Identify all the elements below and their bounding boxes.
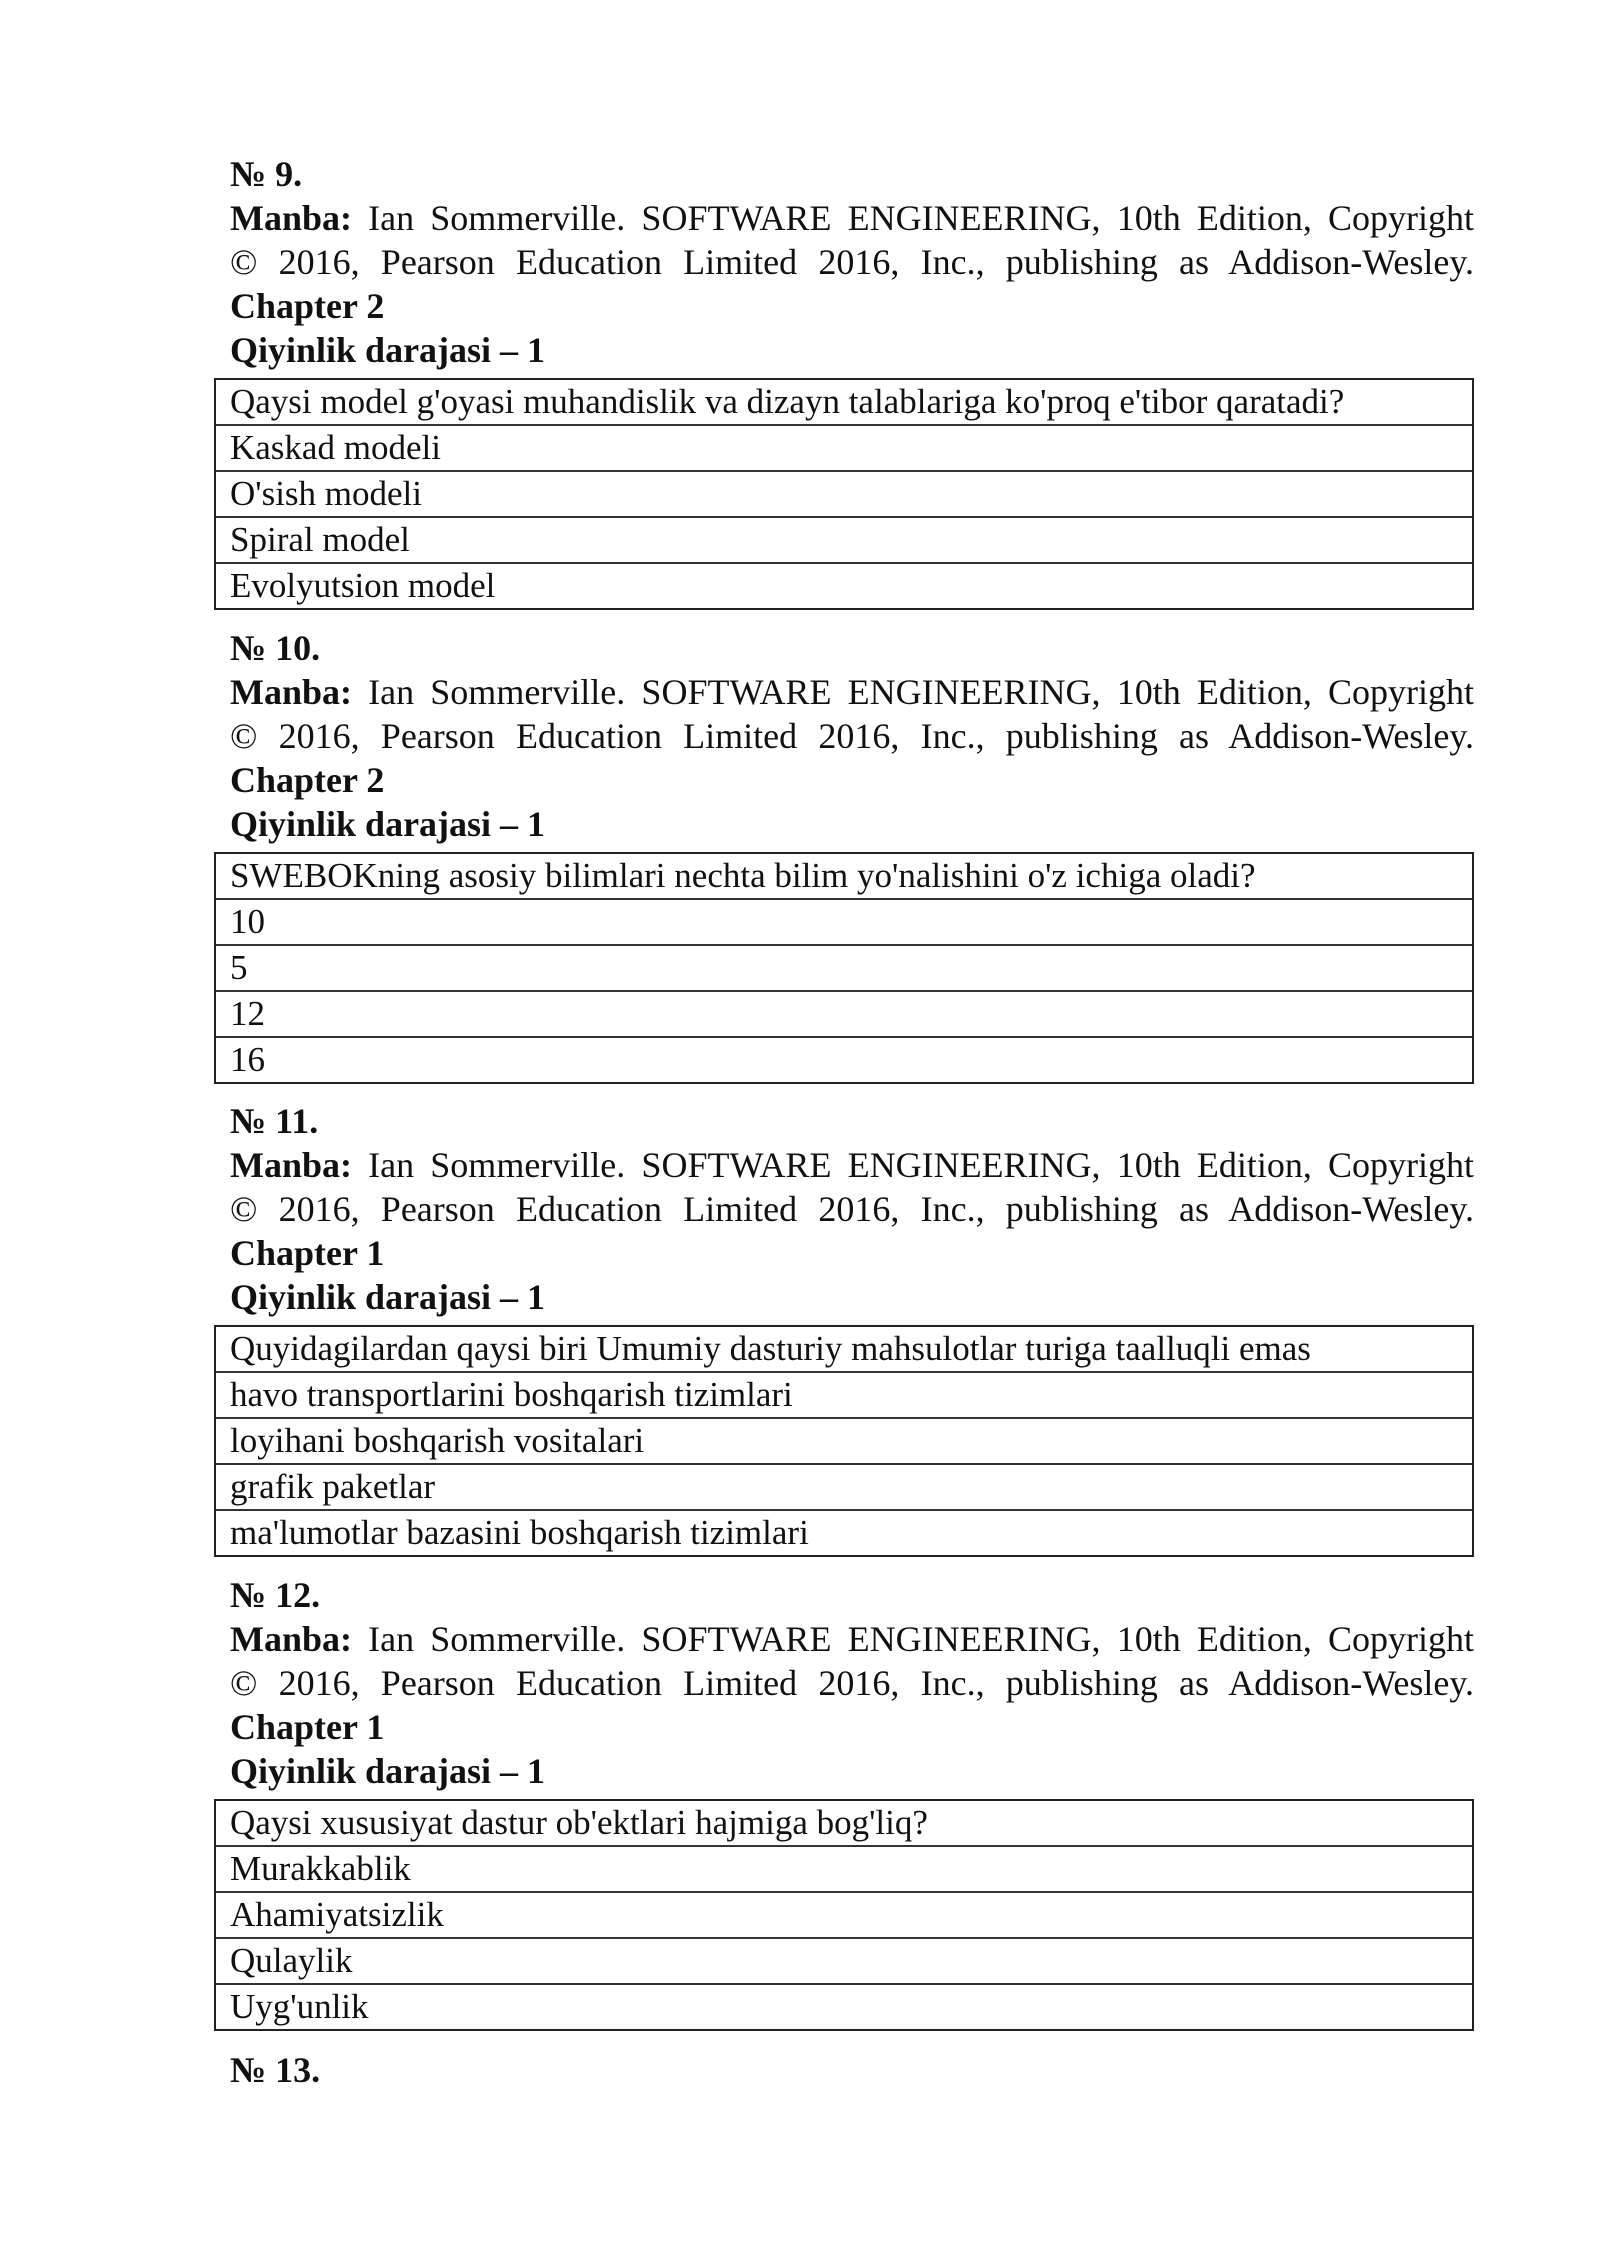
question-number: № 12.: [230, 1575, 321, 1615]
answer-option: Spiral model: [216, 518, 1472, 564]
source-text-1: Ian Sommerville. SOFTWARE ENGINEERING, 10th Edition, Copyright: [368, 1145, 1474, 1185]
difficulty-label: Qiyinlik darajasi – 1: [230, 804, 546, 844]
question-text: Qaysi model g'oyasi muhandislik va dizayn talablariga ko'proq e'tibor qaratadi?: [216, 380, 1472, 426]
answer-option: 10: [216, 900, 1472, 946]
question-number: № 9.: [230, 154, 303, 194]
source-line-1: [230, 1617, 1474, 1661]
answer-option: 12: [216, 992, 1472, 1038]
source-line-1: [230, 196, 1474, 240]
answer-option: O'sish modeli: [216, 472, 1472, 518]
chapter-label: Chapter 2: [230, 286, 385, 326]
source-line-2: © 2016, Pearson Education Limited 2016, Inc., publishing as Addison-Wesley.: [230, 242, 1474, 282]
answer-option: Kaskad modeli: [216, 426, 1472, 472]
answer-table: [214, 1799, 1474, 2031]
question-number: № 10.: [230, 628, 321, 668]
source-line-1: [230, 670, 1474, 714]
answer-option: Evolyutsion model: [230, 566, 496, 605]
chapter-label: Chapter 1: [230, 1233, 385, 1273]
answer-option: ma'lumotlar bazasini boshqarish tizimlari: [230, 1513, 809, 1552]
question-number: № 11.: [230, 1101, 319, 1141]
source-label: Manba:: [230, 1619, 353, 1659]
source-text-1: Ian Sommerville. SOFTWARE ENGINEERING, 10th Edition, Copyright: [368, 1619, 1474, 1659]
answer-option: Uyg'unlik: [230, 1987, 369, 2026]
question-number-13: № 13.: [230, 2050, 321, 2090]
answer-option: 5: [216, 946, 1472, 992]
source-line-2: © 2016, Pearson Education Limited 2016, Inc., publishing as Addison-Wesley.: [230, 1663, 1474, 1703]
question-text: Qaysi xususiyat dastur ob'ektlari hajmiga bog'liq?: [216, 1801, 1472, 1847]
answer-option: Murakkablik: [216, 1847, 1472, 1893]
source-text-1: Ian Sommerville. SOFTWARE ENGINEERING, 10th Edition, Copyright: [368, 672, 1474, 712]
difficulty-label: Qiyinlik darajasi – 1: [230, 1751, 546, 1791]
answer-table: [214, 1325, 1474, 1557]
answer-option: havo transportlarini boshqarish tizimlari: [216, 1373, 1472, 1419]
answer-option: Ahamiyatsizlik: [216, 1893, 1472, 1939]
source-label: Manba:: [230, 1145, 353, 1185]
source-citation: [230, 1143, 1474, 1231]
source-citation: [230, 196, 1474, 284]
answer-option: 16: [230, 1040, 265, 1079]
answer-option: Qulaylik: [216, 1939, 1472, 1985]
difficulty-label: Qiyinlik darajasi – 1: [230, 330, 546, 370]
answer-table: [214, 852, 1474, 1084]
source-text-1: Ian Sommerville. SOFTWARE ENGINEERING, 10th Edition, Copyright: [368, 198, 1474, 238]
question-text: Quyidagilardan qaysi biri Umumiy dasturiy mahsulotlar turiga taalluqli emas: [216, 1327, 1472, 1373]
source-line-1: [230, 1143, 1474, 1187]
question-text: SWEBOKning asosiy bilimlari nechta bilim yo'nalishini o'z ichiga oladi?: [216, 854, 1472, 900]
source-line-2: © 2016, Pearson Education Limited 2016, Inc., publishing as Addison-Wesley.: [230, 1189, 1474, 1229]
source-citation: [230, 670, 1474, 758]
chapter-label: Chapter 1: [230, 1707, 385, 1747]
source-label: Manba:: [230, 672, 353, 712]
chapter-label: Chapter 2: [230, 760, 385, 800]
answer-option: grafik paketlar: [216, 1465, 1472, 1511]
difficulty-label: Qiyinlik darajasi – 1: [230, 1277, 546, 1317]
source-line-2: © 2016, Pearson Education Limited 2016, Inc., publishing as Addison-Wesley.: [230, 716, 1474, 756]
answer-table: [214, 378, 1474, 610]
source-citation: [230, 1617, 1474, 1705]
answer-option: loyihani boshqarish vositalari: [216, 1419, 1472, 1465]
source-label: Manba:: [230, 198, 353, 238]
